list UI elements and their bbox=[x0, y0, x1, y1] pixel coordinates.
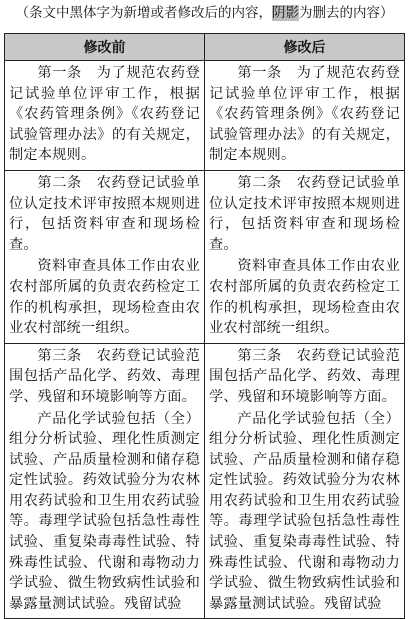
cell-after-article-2 bbox=[205, 170, 405, 343]
cell-after-article-1 bbox=[205, 61, 405, 171]
paragraph: 第二条 农药登记试验单位认定技术评审按照本规则进行，包括资料审查和现场检查。 bbox=[209, 174, 400, 253]
legend-note-shaded-word: 阴影 bbox=[272, 5, 299, 21]
legend-note bbox=[0, 4, 409, 22]
paragraph: 资料审查具体工作由农业农村部所属的负责农药检定工作的机构承担，现场检查由农业农村部统一组织。 bbox=[209, 258, 400, 337]
paragraph: 产品化学试验包括（全）组分分析试验、理化性质测定试验、产品质量检测和储存稳定性试验。药效试验分为农林用农药试验和卫生用农药试验等。毒理学试验包括急性毒性试验、重复染毒毒性试验、特殊毒性试验、代谢和毒物动力学试验、微生物致病性试验和暴露量测试试验。残留试验 bbox=[209, 410, 400, 612]
paragraph: 第一条 为了规范农药登记试验单位评审工作，根据《农药管理条例》《农药登记试验管理办法》的有关规定，制定本规则。 bbox=[209, 65, 400, 164]
legend-note-prefix: （条文中黑体字为新增或者修改后的内容， bbox=[15, 5, 272, 21]
cell-before-article-1 bbox=[5, 61, 205, 171]
cell-after-article-3 bbox=[205, 343, 405, 619]
table-header-row bbox=[5, 34, 405, 61]
table-row bbox=[5, 170, 405, 343]
table-row bbox=[5, 61, 405, 171]
header-after: 修改后 bbox=[205, 34, 405, 61]
paragraph: 第一条 为了规范农药登记试验单位评审工作，根据《农药管理条例》《农药登记试验管理办法》的有关规定，制定本规则。 bbox=[9, 65, 200, 164]
legend-note-suffix: 为删去的内容） bbox=[299, 5, 394, 21]
table-row bbox=[5, 343, 405, 619]
cell-before-article-3 bbox=[5, 343, 205, 619]
paragraph: 产品化学试验包括（全）组分分析试验、理化性质测定试验、产品质量检测和储存稳定性试验。药效试验分为农林用农药试验和卫生用农药试验等。毒理学试验包括急性毒性试验、重复染毒毒性试验、特殊毒性试验、代谢和毒物动力学试验、微生物致病性试验和暴露量测试试验。残留试验 bbox=[9, 410, 200, 612]
comparison-table bbox=[4, 33, 405, 619]
paragraph: 资料审查具体工作由农业农村部所属的负责农药检定工作的机构承担，现场检查由农业农村部统一组织。 bbox=[9, 258, 200, 337]
header-before: 修改前 bbox=[5, 34, 205, 61]
paragraph: 第三条 农药登记试验范围包括产品化学、药效、毒理学、残留和环境影响等方面。 bbox=[9, 347, 200, 405]
paragraph: 第二条 农药登记试验单位认定技术评审按照本规则进行，包括资料审查和现场检查。 bbox=[9, 174, 200, 253]
cell-before-article-2 bbox=[5, 170, 205, 343]
paragraph: 第三条 农药登记试验范围包括产品化学、药效、毒理学、残留和环境影响等方面。 bbox=[209, 347, 400, 405]
